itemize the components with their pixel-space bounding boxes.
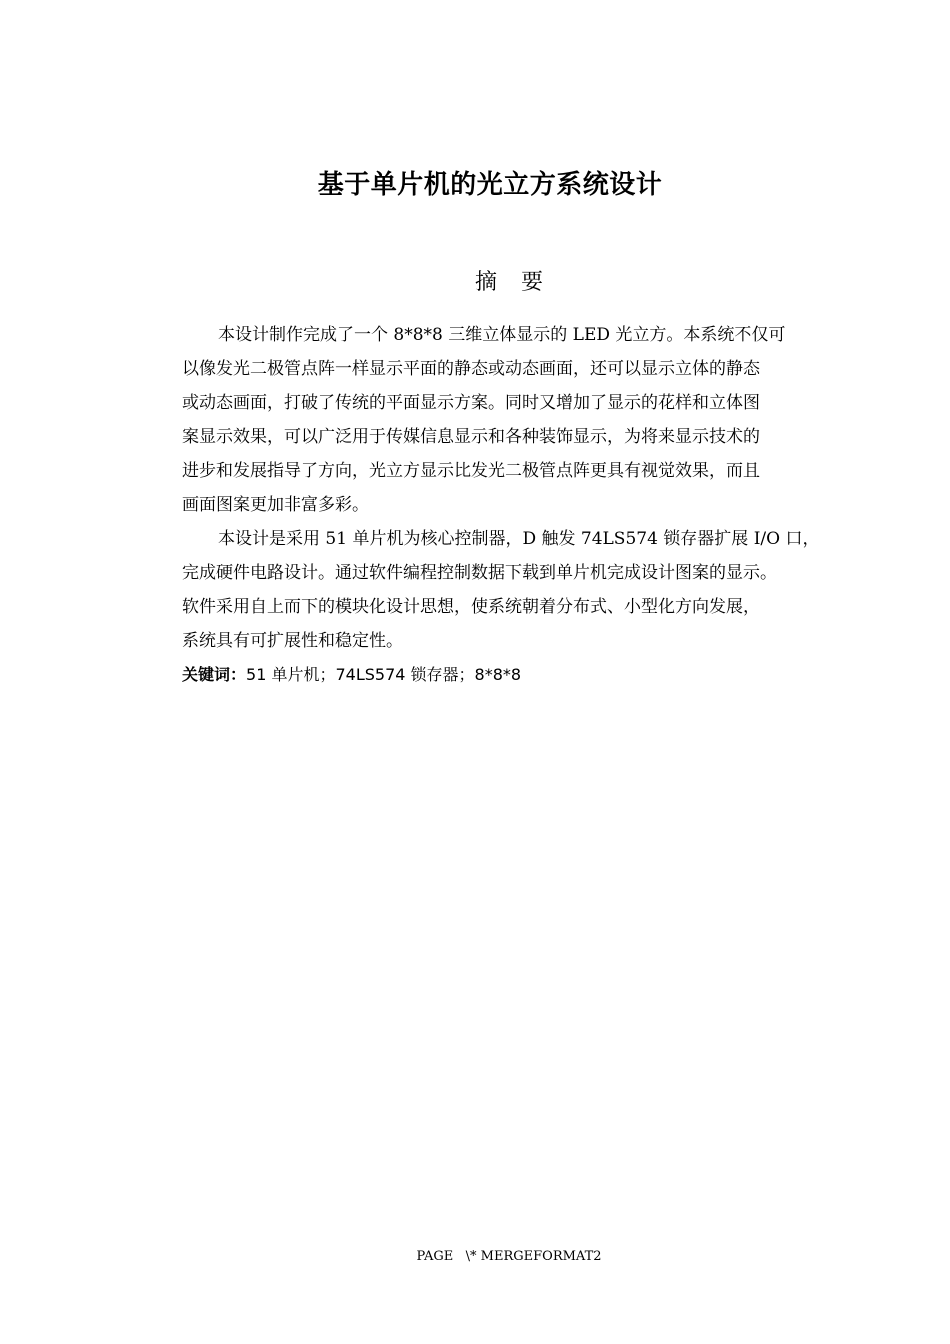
paragraph-line: 以像发光二极管点阵一样显示平面的静态或动态画面，还可以显示立体的静态: [182, 359, 760, 379]
abstract-heading: [0, 267, 950, 299]
keywords-value: 51 单片机；74LS574 锁存器；8*8*8: [246, 665, 522, 684]
abstract-paragraph-2: [182, 522, 842, 658]
abstract-heading-char-2: 要: [521, 270, 544, 295]
paragraph-line: 软件采用自上而下的模块化设计思想，使系统朝着分布式、小型化方向发展，: [182, 597, 760, 617]
abstract-paragraph-1: [182, 318, 842, 522]
document-title: 基于单片机的光立方系统设计: [317, 170, 663, 200]
paragraph-line: 画面图案更加非富多彩。: [182, 495, 369, 515]
abstract-body: [182, 318, 842, 690]
page-footer: PAGE \* MERGEFORMAT2: [416, 1249, 602, 1264]
paragraph-line: 完成硬件电路设计。通过软件编程控制数据下载到单片机完成设计图案的显示。: [182, 563, 777, 583]
paragraph-line: 系统具有可扩展性和稳定性。: [182, 631, 403, 651]
paragraph-line: 案显示效果，可以广泛用于传媒信息显示和各种装饰显示，为将来显示技术的: [182, 427, 760, 447]
paragraph-line: 进步和发展指导了方向，光立方显示比发光二极管点阵更具有视觉效果，而且: [182, 461, 760, 481]
keywords-label: 关键词：: [182, 665, 247, 684]
paragraph-line: 或动态画面，打破了传统的平面显示方案。同时又增加了显示的花样和立体图: [182, 393, 760, 413]
keywords-line: [182, 660, 842, 690]
paragraph-line: 本设计是采用 51 单片机为核心控制器，D 触发 74LS574 锁存器扩展 I/O 口，: [218, 529, 820, 549]
paragraph-line: 本设计制作完成了一个 8*8*8 三维立体显示的 LED 光立方。本系统不仅可: [218, 325, 786, 345]
abstract-heading-char-1: 摘: [474, 270, 497, 295]
